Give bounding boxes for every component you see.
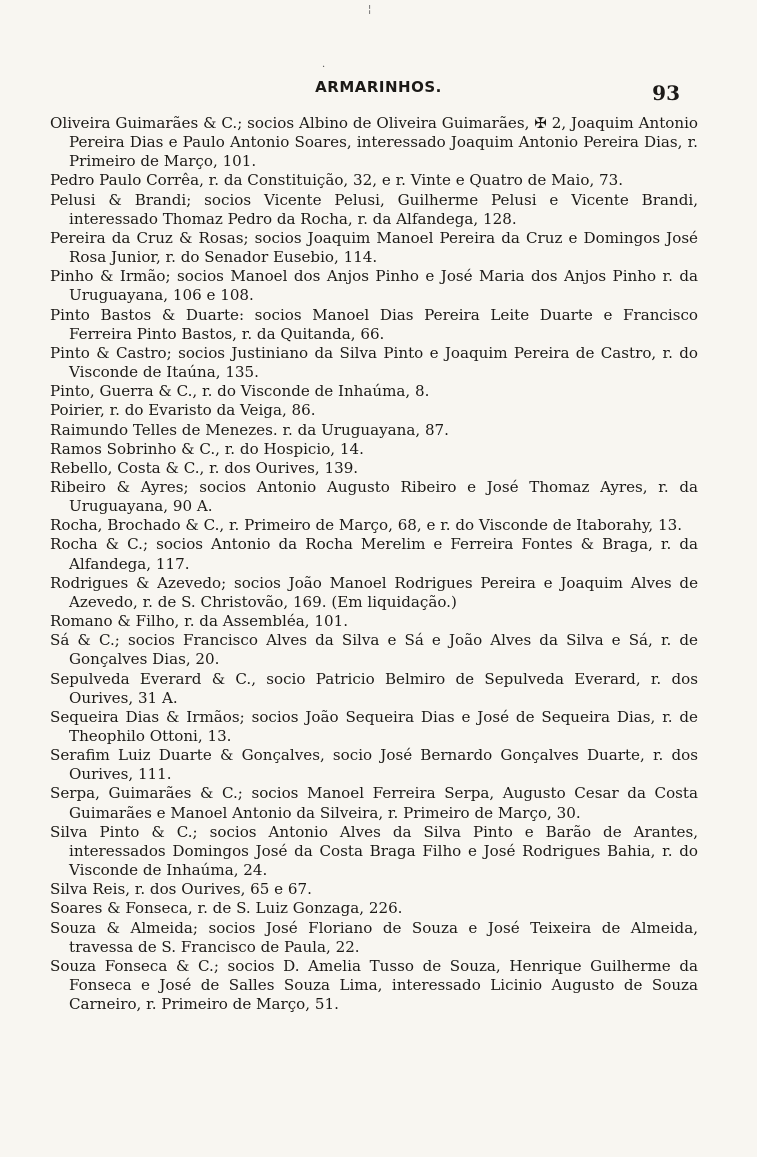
page-speck: · xyxy=(322,62,326,73)
directory-entry: Souza & Almeida; socios José Floriano de Souza e José Teixeira de Almeida, travessa de S. Francisco de Paula, 22. xyxy=(50,918,698,956)
page-header xyxy=(0,78,757,118)
directory-entry: Pelusi & Brandi; socios Vicente Pelusi, Guilherme Pelusi e Vicente Brandi, interessado Thomaz Pedro da Rocha, r. da Alfandega, 128. xyxy=(50,190,698,228)
directory-entry: Souza Fonseca & C.; socios D. Amelia Tusso de Souza, Henrique Guilherme da Fonseca e José de Salles Souza Lima, interessado Licinio Augusto de Souza Carneiro, r. Primeiro de Março, 51. xyxy=(50,956,698,1014)
directory-entry: Rodrigues & Azevedo; socios João Manoel Rodrigues Pereira e Joaquim Alves de Azevedo, r. de S. Christovão, 169. (Em liquidação.) xyxy=(50,573,698,611)
directory-entry: Pinho & Irmão; socios Manoel dos Anjos Pinho e José Maria dos Anjos Pinho r. da Uruguayana, 106 e 108. xyxy=(50,267,698,305)
running-title: ARMARINHOS. xyxy=(315,78,442,96)
directory-entry: Pereira da Cruz & Rosas; socios Joaquim Manoel Pereira da Cruz e Domingos José Rosa Junior, r. do Senador Eusebio, 114. xyxy=(50,228,698,267)
directory-entry: Sepulveda Everard & C., socio Patricio Belmiro de Sepulveda Everard, r. dos Ourives, 31 A. xyxy=(50,669,698,707)
directory-entry: Poirier, r. do Evaristo da Veiga, 86. xyxy=(50,401,316,420)
directory-entry: Sequeira Dias & Irmãos; socios João Sequeira Dias e José de Sequeira Dias, r. de Theophilo Ottoni, 13. xyxy=(50,707,698,745)
page-number: 93 xyxy=(652,81,680,105)
directory-entry: Pedro Paulo Corrêa, r. da Constituição, 32, e r. Vinte e Quatro de Maio, 73. xyxy=(50,171,624,190)
directory-entry: Rocha, Brochado & C., r. Primeiro de Março, 68, e r. do Visconde de Itaborahy, 13. xyxy=(50,516,683,535)
page-speck: ¦ xyxy=(368,4,372,15)
directory-entry: Serafim Luiz Duarte & Gonçalves, socio José Bernardo Gonçalves Duarte, r. dos Ourives, 111. xyxy=(50,746,698,784)
directory-entry: Pinto & Castro; socios Justiniano da Silva Pinto e Joaquim Pereira de Castro, r. do Visconde de Itaúna, 135. xyxy=(50,343,698,382)
directory-entry: Soares & Fonseca, r. de S. Luiz Gonzaga, 226. xyxy=(50,899,403,918)
directory-entry: Ramos Sobrinho & C., r. do Hospicio, 14. xyxy=(50,439,364,458)
directory-entry: Silva Pinto & C.; socios Antonio Alves da Silva Pinto e Barão de Arantes, interessados Domingos José da Costa Braga Filho e José Rodrigues Bahia, r. do Visconde de Inhaúma, 24. xyxy=(50,822,698,880)
directory-entry: Silva Reis, r. dos Ourives, 65 e 67. xyxy=(50,880,312,899)
directory-entry: Ribeiro & Ayres; socios Antonio Augusto Ribeiro e José Thomaz Ayres, r. da Uruguayana, 90 A. xyxy=(50,477,698,516)
directory-entry: Sá & C.; socios Francisco Alves da Silva e Sá e João Alves da Silva e Sá, r. de Gonçalves Dias, 20. xyxy=(50,631,698,669)
directory-entries xyxy=(50,114,698,1014)
directory-entry: Oliveira Guimarães & C.; socios Albino de Oliveira Guimarães, ✠ 2, Joaquim Antonio Pereira Dias e Paulo Antonio Soares, interessado Joaquim Antonio Pereira Dias, r. Primeiro de Março, 101. xyxy=(50,114,698,171)
directory-entry: Pinto Bastos & Duarte: socios Manoel Dias Pereira Leite Duarte e Francisco Ferreira Pinto Bastos, r. da Quitanda, 66. xyxy=(50,305,698,343)
directory-entry: Serpa, Guimarães & C.; socios Manoel Ferreira Serpa, Augusto Cesar da Costa Guimarães e Manoel Antonio da Silveira, r. Primeiro de Março, 30. xyxy=(50,784,698,822)
directory-entry: Pinto, Guerra & C., r. do Visconde de Inhaúma, 8. xyxy=(50,382,430,401)
directory-entry: Raimundo Telles de Menezes. r. da Uruguayana, 87. xyxy=(50,420,449,439)
directory-entry: Rocha & C.; socios Antonio da Rocha Merelim e Ferreira Fontes & Braga, r. da Alfandega, 117. xyxy=(50,535,698,573)
directory-entry: Romano & Filho, r. da Assembléa, 101. xyxy=(50,612,349,631)
directory-entry: Rebello, Costa & C., r. dos Ourives, 139. xyxy=(50,458,359,477)
